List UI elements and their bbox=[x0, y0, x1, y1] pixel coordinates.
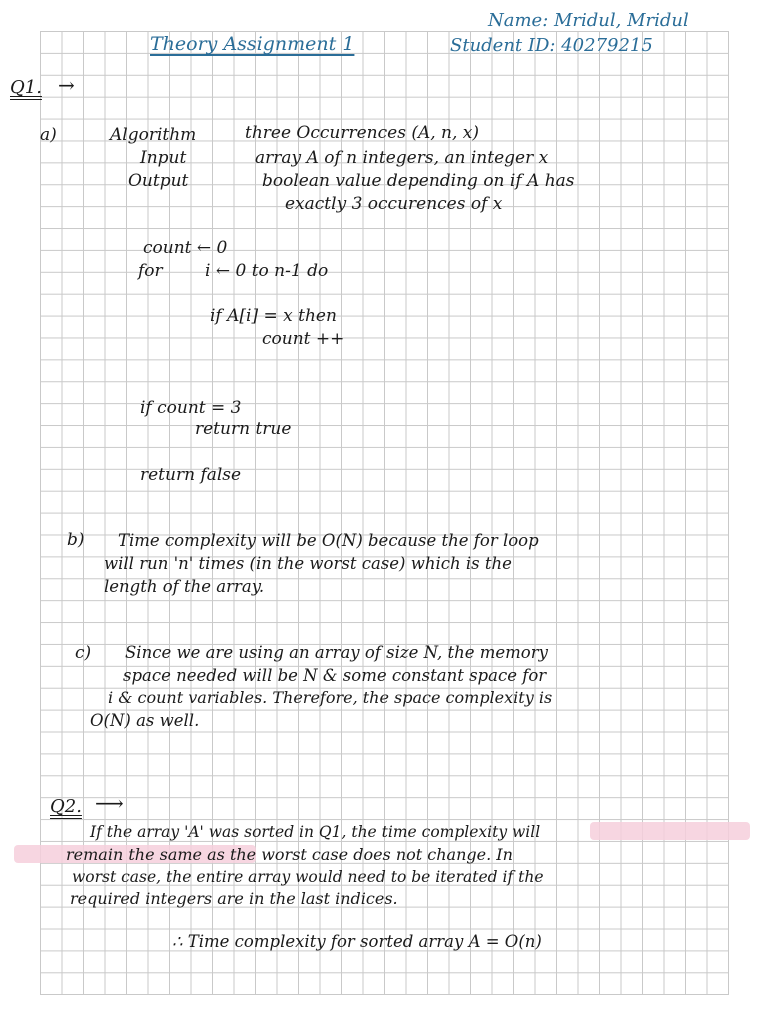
highlight-mark bbox=[590, 822, 750, 840]
code-line: if A[i] = x then bbox=[210, 306, 337, 326]
output-description-2: exactly 3 occurences of x bbox=[285, 194, 503, 214]
q1c-line: space needed will be N & some constant space for bbox=[123, 666, 547, 685]
q1a-label: a) bbox=[40, 125, 57, 145]
q2-line: remain the same as the worst case does not change. In bbox=[66, 845, 513, 864]
input-description: array A of n integers, an integer x bbox=[255, 148, 549, 168]
q1c-line: i & count variables. Therefore, the space complexity is bbox=[108, 688, 553, 707]
code-line: return false bbox=[140, 465, 242, 485]
code-line: return true bbox=[195, 419, 292, 439]
q2-conclusion: ∴ Time complexity for sorted array A = O(n) bbox=[172, 932, 542, 951]
q1c-line: O(N) as well. bbox=[90, 711, 200, 730]
code-line: for bbox=[138, 261, 163, 281]
output-description-1: boolean value depending on if A has bbox=[262, 171, 575, 191]
q1c-line: Since we are using an array of size N, the memory bbox=[125, 643, 548, 662]
code-line: i ← 0 to n-1 do bbox=[205, 261, 329, 281]
code-line: count ← 0 bbox=[143, 238, 228, 258]
q2-arrow-icon: ⟶ bbox=[95, 791, 124, 815]
q2-line: If the array 'A' was sorted in Q1, the time complexity will bbox=[90, 823, 541, 841]
code-line: count ++ bbox=[262, 329, 345, 349]
q1c-label: c) bbox=[75, 643, 92, 663]
q1b-line: will run 'n' times (in the worst case) which is the bbox=[104, 554, 512, 573]
algorithm-signature: three Occurrences (A, n, x) bbox=[245, 123, 480, 143]
q2-line: required integers are in the last indices. bbox=[70, 889, 398, 908]
q1b-line: Time complexity will be O(N) because the for loop bbox=[118, 531, 539, 550]
student-name: Name: Mridul, Mridul bbox=[488, 10, 689, 31]
student-id: Student ID: 40279215 bbox=[450, 35, 653, 56]
algorithm-keyword: Algorithm bbox=[110, 125, 197, 145]
q1b-line: length of the array. bbox=[104, 577, 265, 596]
output-keyword: Output bbox=[128, 171, 189, 191]
code-line: if count = 3 bbox=[140, 398, 242, 418]
q2-line: worst case, the entire array would need to be iterated if the bbox=[72, 868, 544, 886]
assignment-title: Theory Assignment 1 bbox=[150, 33, 355, 55]
q1-label: Q1. bbox=[10, 77, 42, 98]
q1-arrow-icon: → bbox=[58, 73, 75, 97]
q2-label: Q2. bbox=[50, 796, 82, 817]
input-keyword: Input bbox=[140, 148, 187, 168]
q1b-label: b) bbox=[67, 530, 85, 550]
